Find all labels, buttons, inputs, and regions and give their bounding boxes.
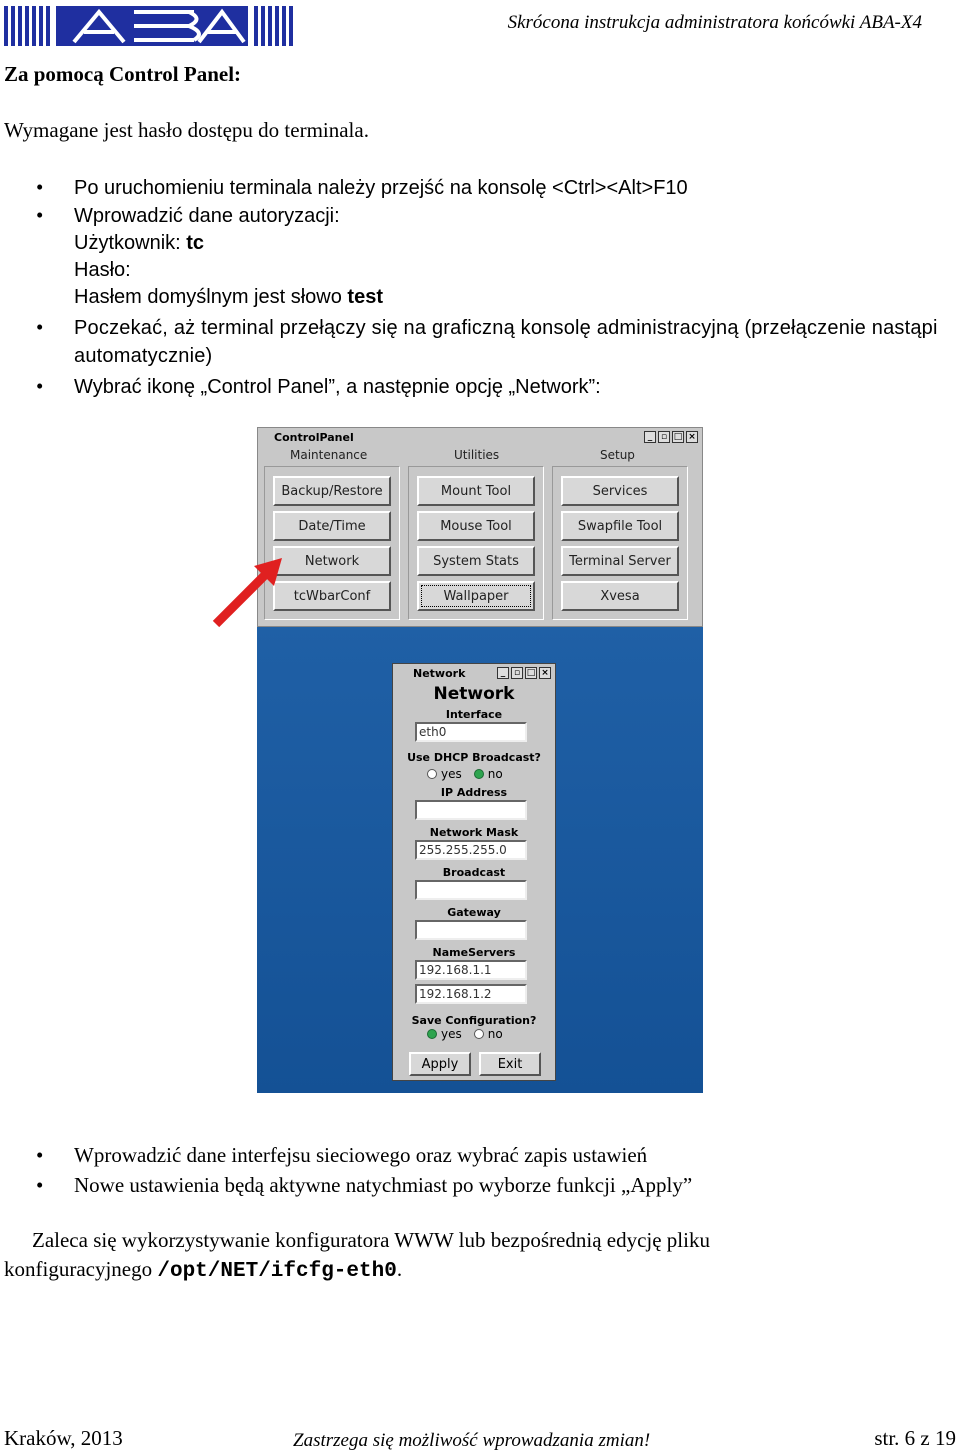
list-item: • Wprowadzić dane autoryzacji: Użytkownik: tc Hasło: Hasłem domyślnym jest słowo test [0,202,960,311]
page-header [0,0,960,50]
apply-button[interactable]: Apply [409,1052,471,1076]
xvesa-button[interactable]: Xvesa [561,581,679,611]
close-icon[interactable]: × [686,431,698,443]
nameservers-label: NameServers [432,946,516,959]
broadcast-label: Broadcast [442,866,506,879]
list-item: • Wybrać ikonę „Control Panel”, a następnie opcję „Network”: [0,373,960,401]
nameserver-2-field[interactable]: 192.168.1.2 [415,984,527,1004]
aba-logo [4,4,296,48]
dhcp-no-radio[interactable] [474,769,484,779]
ip-address-field[interactable] [415,800,527,820]
minimize-icon[interactable]: _ [497,667,509,679]
mount-tool-button[interactable]: Mount Tool [417,476,535,506]
column-setup: Setup [600,448,635,462]
swapfile-tool-button[interactable]: Swapfile Tool [561,511,679,541]
save-yes-label: yes [441,1027,462,1041]
dhcp-yes-label: yes [441,767,462,781]
ip-address-label: IP Address [440,786,508,799]
restore-icon[interactable]: ▫ [511,667,523,679]
intro-text: Wymagane jest hasło dostępu do terminala. [4,118,369,142]
restore-icon[interactable]: ▫ [658,431,670,443]
save-no-label: no [487,1027,503,1041]
date-time-button[interactable]: Date/Time [273,511,391,541]
save-config-label: Save Configuration? [411,1014,537,1027]
section-heading: Za pomocą Control Panel: [4,62,242,86]
save-no-radio[interactable] [474,1029,484,1039]
interface-field[interactable]: eth0 [415,722,527,742]
steps-list-2 [0,1142,692,1199]
control-panel-window [257,427,703,627]
list-item: • Nowe ustawienia będą aktywne natychmiast po wyborze funkcji „Apply” [0,1172,692,1199]
dhcp-label: Use DHCP Broadcast? [407,751,541,764]
dhcp-radio-group [427,767,503,781]
exit-button[interactable]: Exit [479,1052,541,1076]
dhcp-yes-radio[interactable] [427,769,437,779]
network-button[interactable]: Network [273,546,391,576]
terminal-server-button[interactable]: Terminal Server [561,546,679,576]
save-yes-radio[interactable] [427,1029,437,1039]
gateway-field[interactable] [415,920,527,940]
column-maintenance: Maintenance [290,448,368,462]
interface-label: Interface [445,708,503,721]
steps-list [0,174,960,401]
network-heading: Network [433,684,515,704]
page-number: str. 6 z 19 [874,1426,956,1450]
maximize-icon[interactable]: □ [673,432,683,442]
list-item: • Wprowadzić dane interfejsu sieciowego oraz wybrać zapis ustawień [0,1142,692,1169]
network-titlebar[interactable]: Network _ ▫ □ × [395,666,553,682]
system-stats-button[interactable]: System Stats [417,546,535,576]
network-mask-label: Network Mask [429,826,519,839]
services-button[interactable]: Services [561,476,679,506]
save-radio-group [427,1027,503,1041]
control-panel-titlebar[interactable]: ControlPanel _ ▫ □ × [260,430,700,446]
network-mask-field[interactable]: 255.255.255.0 [415,840,527,860]
config-file-path: /opt/NET/ifcfg-eth0 [157,1260,397,1283]
footer-notice: Zastrzega się możliwość wprowadzania zmian! [293,1430,651,1451]
list-item: • Poczekać, aż terminal przełączy się na graficzną konsolę administracyjną (przełączenie nastąpi automatycznie) [0,314,960,370]
close-icon[interactable]: × [539,667,551,679]
mouse-tool-button[interactable]: Mouse Tool [417,511,535,541]
nameserver-1-field[interactable]: 192.168.1.1 [415,960,527,980]
tcwbarconf-button[interactable]: tcWbarConf [273,581,391,611]
note-paragraph: Zaleca się wykorzystywanie konfiguratora WWW lub bezpośrednią edycję pliku konfiguracyjnego /opt/NET/ifcfg-eth0. [4,1228,710,1283]
column-utilities: Utilities [454,448,500,462]
list-item: • Po uruchomieniu terminala należy przejść na konsolę <Ctrl><Alt>F10 [0,174,960,202]
wallpaper-button[interactable]: Wallpaper [417,581,535,611]
footer-date: Kraków, 2013 [4,1426,123,1450]
red-arrow-icon [208,556,288,632]
broadcast-field[interactable] [415,880,527,900]
gateway-label: Gateway [447,906,501,919]
network-dialog [392,663,556,1081]
dhcp-no-label: no [487,767,503,781]
backup-restore-button[interactable]: Backup/Restore [273,476,391,506]
minimize-icon[interactable]: _ [644,431,656,443]
maximize-icon[interactable]: □ [526,668,536,678]
desktop-screenshot [257,427,703,1093]
header-title: Skrócona instrukcja administratora końcówki ABA-X4 [507,12,922,33]
